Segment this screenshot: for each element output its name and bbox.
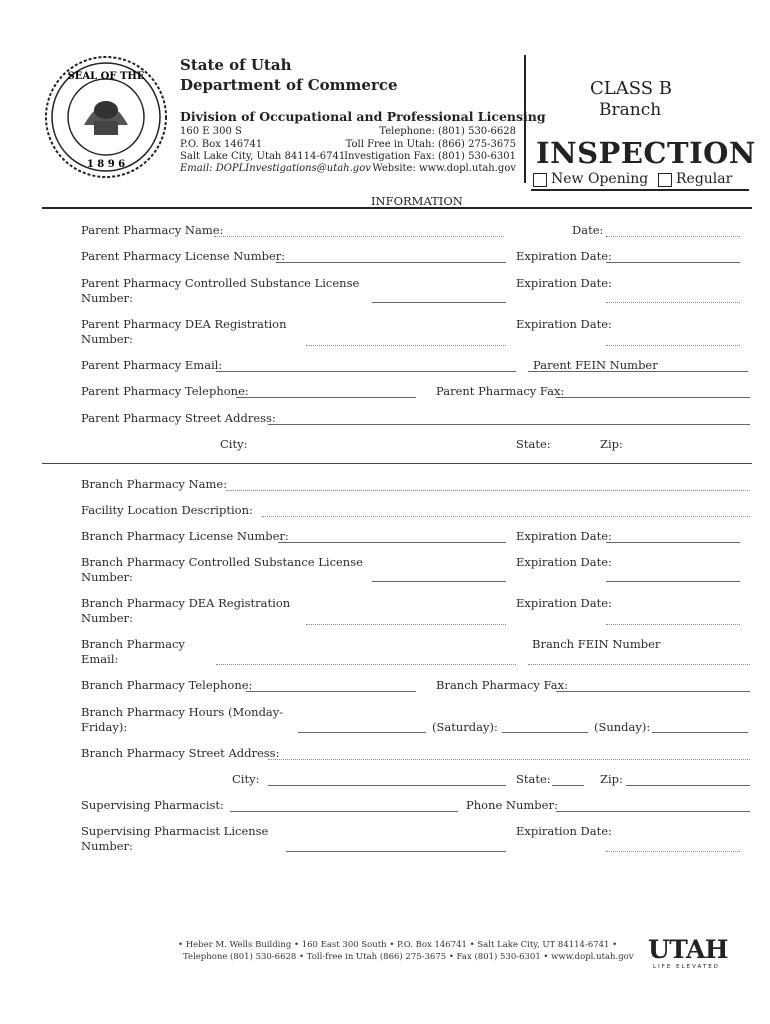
utah-tagline: LIFE ELEVATED bbox=[653, 964, 720, 970]
header-website: Website: www.dopl.utah.gov bbox=[372, 163, 516, 174]
branch-sunday-label: (Sunday): bbox=[594, 720, 651, 734]
parent-csl-exp-label: Expiration Date: bbox=[516, 276, 612, 290]
branch-saturday-label: (Saturday): bbox=[432, 720, 498, 734]
branch-email-field[interactable] bbox=[216, 664, 516, 665]
branch-fein-label: Branch FEIN Number bbox=[532, 637, 661, 651]
section-divider bbox=[42, 463, 752, 464]
branch-dea-exp-label: Expiration Date: bbox=[516, 596, 612, 610]
branch-email-label-2: Email: bbox=[81, 652, 119, 666]
parent-date-field[interactable] bbox=[606, 236, 740, 237]
branch-name-field[interactable] bbox=[226, 490, 750, 491]
sup-license-label-1: Supervising Pharmacist License bbox=[81, 824, 269, 838]
branch-state-field[interactable] bbox=[552, 785, 584, 786]
header-email: Email: DOPLInvestigations@utah.gov bbox=[180, 163, 371, 174]
parent-street-field[interactable] bbox=[268, 424, 750, 425]
branch-csl-field[interactable] bbox=[372, 581, 506, 582]
parent-dea-label-2: Number: bbox=[81, 332, 133, 346]
branch-phone-label: Branch Pharmacy Telephone: bbox=[81, 678, 253, 692]
facility-field[interactable] bbox=[262, 516, 750, 517]
branch-fein-field[interactable] bbox=[528, 664, 750, 665]
branch-hours-label-1: Branch Pharmacy Hours (Monday- bbox=[81, 705, 284, 719]
header-address3: Salt Lake City, Utah 84114-6741 bbox=[180, 151, 346, 162]
header-inspection: INSPECTION bbox=[536, 136, 756, 170]
parent-fax-field[interactable] bbox=[556, 397, 750, 398]
branch-dea-label-1: Branch Pharmacy DEA Registration bbox=[81, 596, 291, 610]
facility-label: Facility Location Description: bbox=[81, 503, 253, 517]
footer-line-1: • Heber M. Wells Building • 160 East 300 South • P.O. Box 146741 • Salt Lake City, UT 84114-6741 • bbox=[178, 940, 618, 950]
parent-date-label: Date: bbox=[572, 223, 604, 237]
parent-fein-label: Parent FEIN Number bbox=[533, 358, 658, 372]
header-fax: Investigation Fax: (801) 530-6301 bbox=[344, 151, 516, 162]
branch-csl-label-2: Number: bbox=[81, 570, 133, 584]
branch-saturday-field[interactable] bbox=[502, 732, 588, 733]
parent-name-label: Parent Pharmacy Name: bbox=[81, 223, 224, 237]
branch-dea-field[interactable] bbox=[306, 624, 506, 625]
parent-dea-label-1: Parent Pharmacy DEA Registration bbox=[81, 317, 287, 331]
header-underline bbox=[531, 189, 749, 191]
header-address1: 160 E 300 S bbox=[180, 126, 242, 137]
branch-hours-weekday-field[interactable] bbox=[298, 732, 426, 733]
header-address2: P.O. Box 146741 bbox=[180, 139, 263, 150]
new-opening-checkbox[interactable] bbox=[533, 173, 547, 187]
header-department: Department of Commerce bbox=[180, 76, 398, 94]
parent-csl-label-2: Number: bbox=[81, 291, 133, 305]
regular-checkbox[interactable] bbox=[658, 173, 672, 187]
parent-dea-field[interactable] bbox=[306, 345, 506, 346]
svg-text:1 8 9 6: 1 8 9 6 bbox=[86, 159, 126, 170]
branch-sunday-field[interactable] bbox=[652, 732, 748, 733]
parent-state-label: State: bbox=[516, 437, 551, 451]
parent-fein-field[interactable] bbox=[528, 371, 748, 372]
branch-csl-exp-label: Expiration Date: bbox=[516, 555, 612, 569]
header-class: CLASS B bbox=[590, 78, 673, 99]
supervisor-field[interactable] bbox=[230, 811, 458, 812]
branch-name-label: Branch Pharmacy Name: bbox=[81, 477, 228, 491]
parent-license-label: Parent Pharmacy License Number: bbox=[81, 249, 286, 263]
parent-dea-exp-label: Expiration Date: bbox=[516, 317, 612, 331]
branch-fax-field[interactable] bbox=[556, 691, 750, 692]
branch-license-exp-field[interactable] bbox=[606, 542, 740, 543]
parent-street-label: Parent Pharmacy Street Address: bbox=[81, 411, 276, 425]
header-branch: Branch bbox=[599, 100, 662, 120]
branch-fax-label: Branch Pharmacy Fax: bbox=[436, 678, 568, 692]
branch-city-field[interactable] bbox=[268, 785, 506, 786]
regular-label: Regular bbox=[676, 171, 733, 187]
sup-license-field[interactable] bbox=[286, 851, 506, 852]
branch-state-label: State: bbox=[516, 772, 551, 786]
parent-fax-label: Parent Pharmacy Fax: bbox=[436, 384, 565, 398]
parent-zip-label: Zip: bbox=[600, 437, 623, 451]
header-telephone: Telephone: (801) 530-6628 bbox=[379, 126, 516, 137]
branch-csl-label-1: Branch Pharmacy Controlled Substance License bbox=[81, 555, 363, 569]
branch-license-field[interactable] bbox=[278, 542, 506, 543]
parent-license-field[interactable] bbox=[276, 262, 506, 263]
parent-csl-exp-field[interactable] bbox=[606, 302, 740, 303]
branch-email-label-1: Branch Pharmacy bbox=[81, 637, 185, 651]
phone-number-field[interactable] bbox=[556, 811, 750, 812]
parent-name-field[interactable] bbox=[214, 236, 504, 237]
parent-license-exp-label: Expiration Date: bbox=[516, 249, 612, 263]
branch-street-field[interactable] bbox=[268, 759, 750, 760]
parent-email-label: Parent Pharmacy Email: bbox=[81, 358, 223, 372]
utah-logo: UTAH bbox=[648, 935, 729, 964]
branch-dea-label-2: Number: bbox=[81, 611, 133, 625]
branch-phone-field[interactable] bbox=[246, 691, 416, 692]
branch-zip-label: Zip: bbox=[600, 772, 623, 786]
phone-number-label: Phone Number: bbox=[466, 798, 558, 812]
footer-line-2: Telephone (801) 530-6628 • Toll-free in Utah (866) 275-3675 • Fax (801) 530-6301 • www.dopl.utah.gov bbox=[183, 952, 634, 962]
svg-text:SEAL OF THE: SEAL OF THE bbox=[67, 71, 145, 82]
parent-phone-field[interactable] bbox=[236, 397, 416, 398]
parent-email-field[interactable] bbox=[216, 371, 516, 372]
state-seal bbox=[44, 55, 168, 179]
branch-csl-exp-field[interactable] bbox=[606, 581, 740, 582]
parent-dea-exp-field[interactable] bbox=[606, 345, 740, 346]
branch-license-exp-label: Expiration Date: bbox=[516, 529, 612, 543]
header-divider bbox=[524, 55, 526, 183]
branch-hours-label-2: Friday): bbox=[81, 720, 128, 734]
header-tollfree: Toll Free in Utah: (866) 275-3675 bbox=[345, 139, 516, 150]
header-division: Division of Occupational and Professional Licensing bbox=[180, 109, 546, 124]
header-state: State of Utah bbox=[180, 56, 292, 74]
sup-license-label-2: Number: bbox=[81, 839, 133, 853]
sup-license-exp-label: Expiration Date: bbox=[516, 824, 612, 838]
parent-city-label: City: bbox=[220, 437, 248, 451]
new-opening-label: New Opening bbox=[551, 171, 649, 187]
branch-dea-exp-field[interactable] bbox=[606, 624, 740, 625]
branch-city-label: City: bbox=[232, 772, 260, 786]
branch-license-label: Branch Pharmacy License Number: bbox=[81, 529, 289, 543]
parent-phone-label: Parent Pharmacy Telephone: bbox=[81, 384, 249, 398]
parent-csl-label-1: Parent Pharmacy Controlled Substance License bbox=[81, 276, 360, 290]
sup-license-exp-field[interactable] bbox=[606, 851, 740, 852]
supervisor-label: Supervising Pharmacist: bbox=[81, 798, 224, 812]
parent-csl-field[interactable] bbox=[372, 302, 506, 303]
section-title: INFORMATION bbox=[371, 194, 463, 208]
branch-street-label: Branch Pharmacy Street Address: bbox=[81, 746, 280, 760]
branch-zip-field[interactable] bbox=[626, 785, 750, 786]
parent-license-exp-field[interactable] bbox=[606, 262, 740, 263]
